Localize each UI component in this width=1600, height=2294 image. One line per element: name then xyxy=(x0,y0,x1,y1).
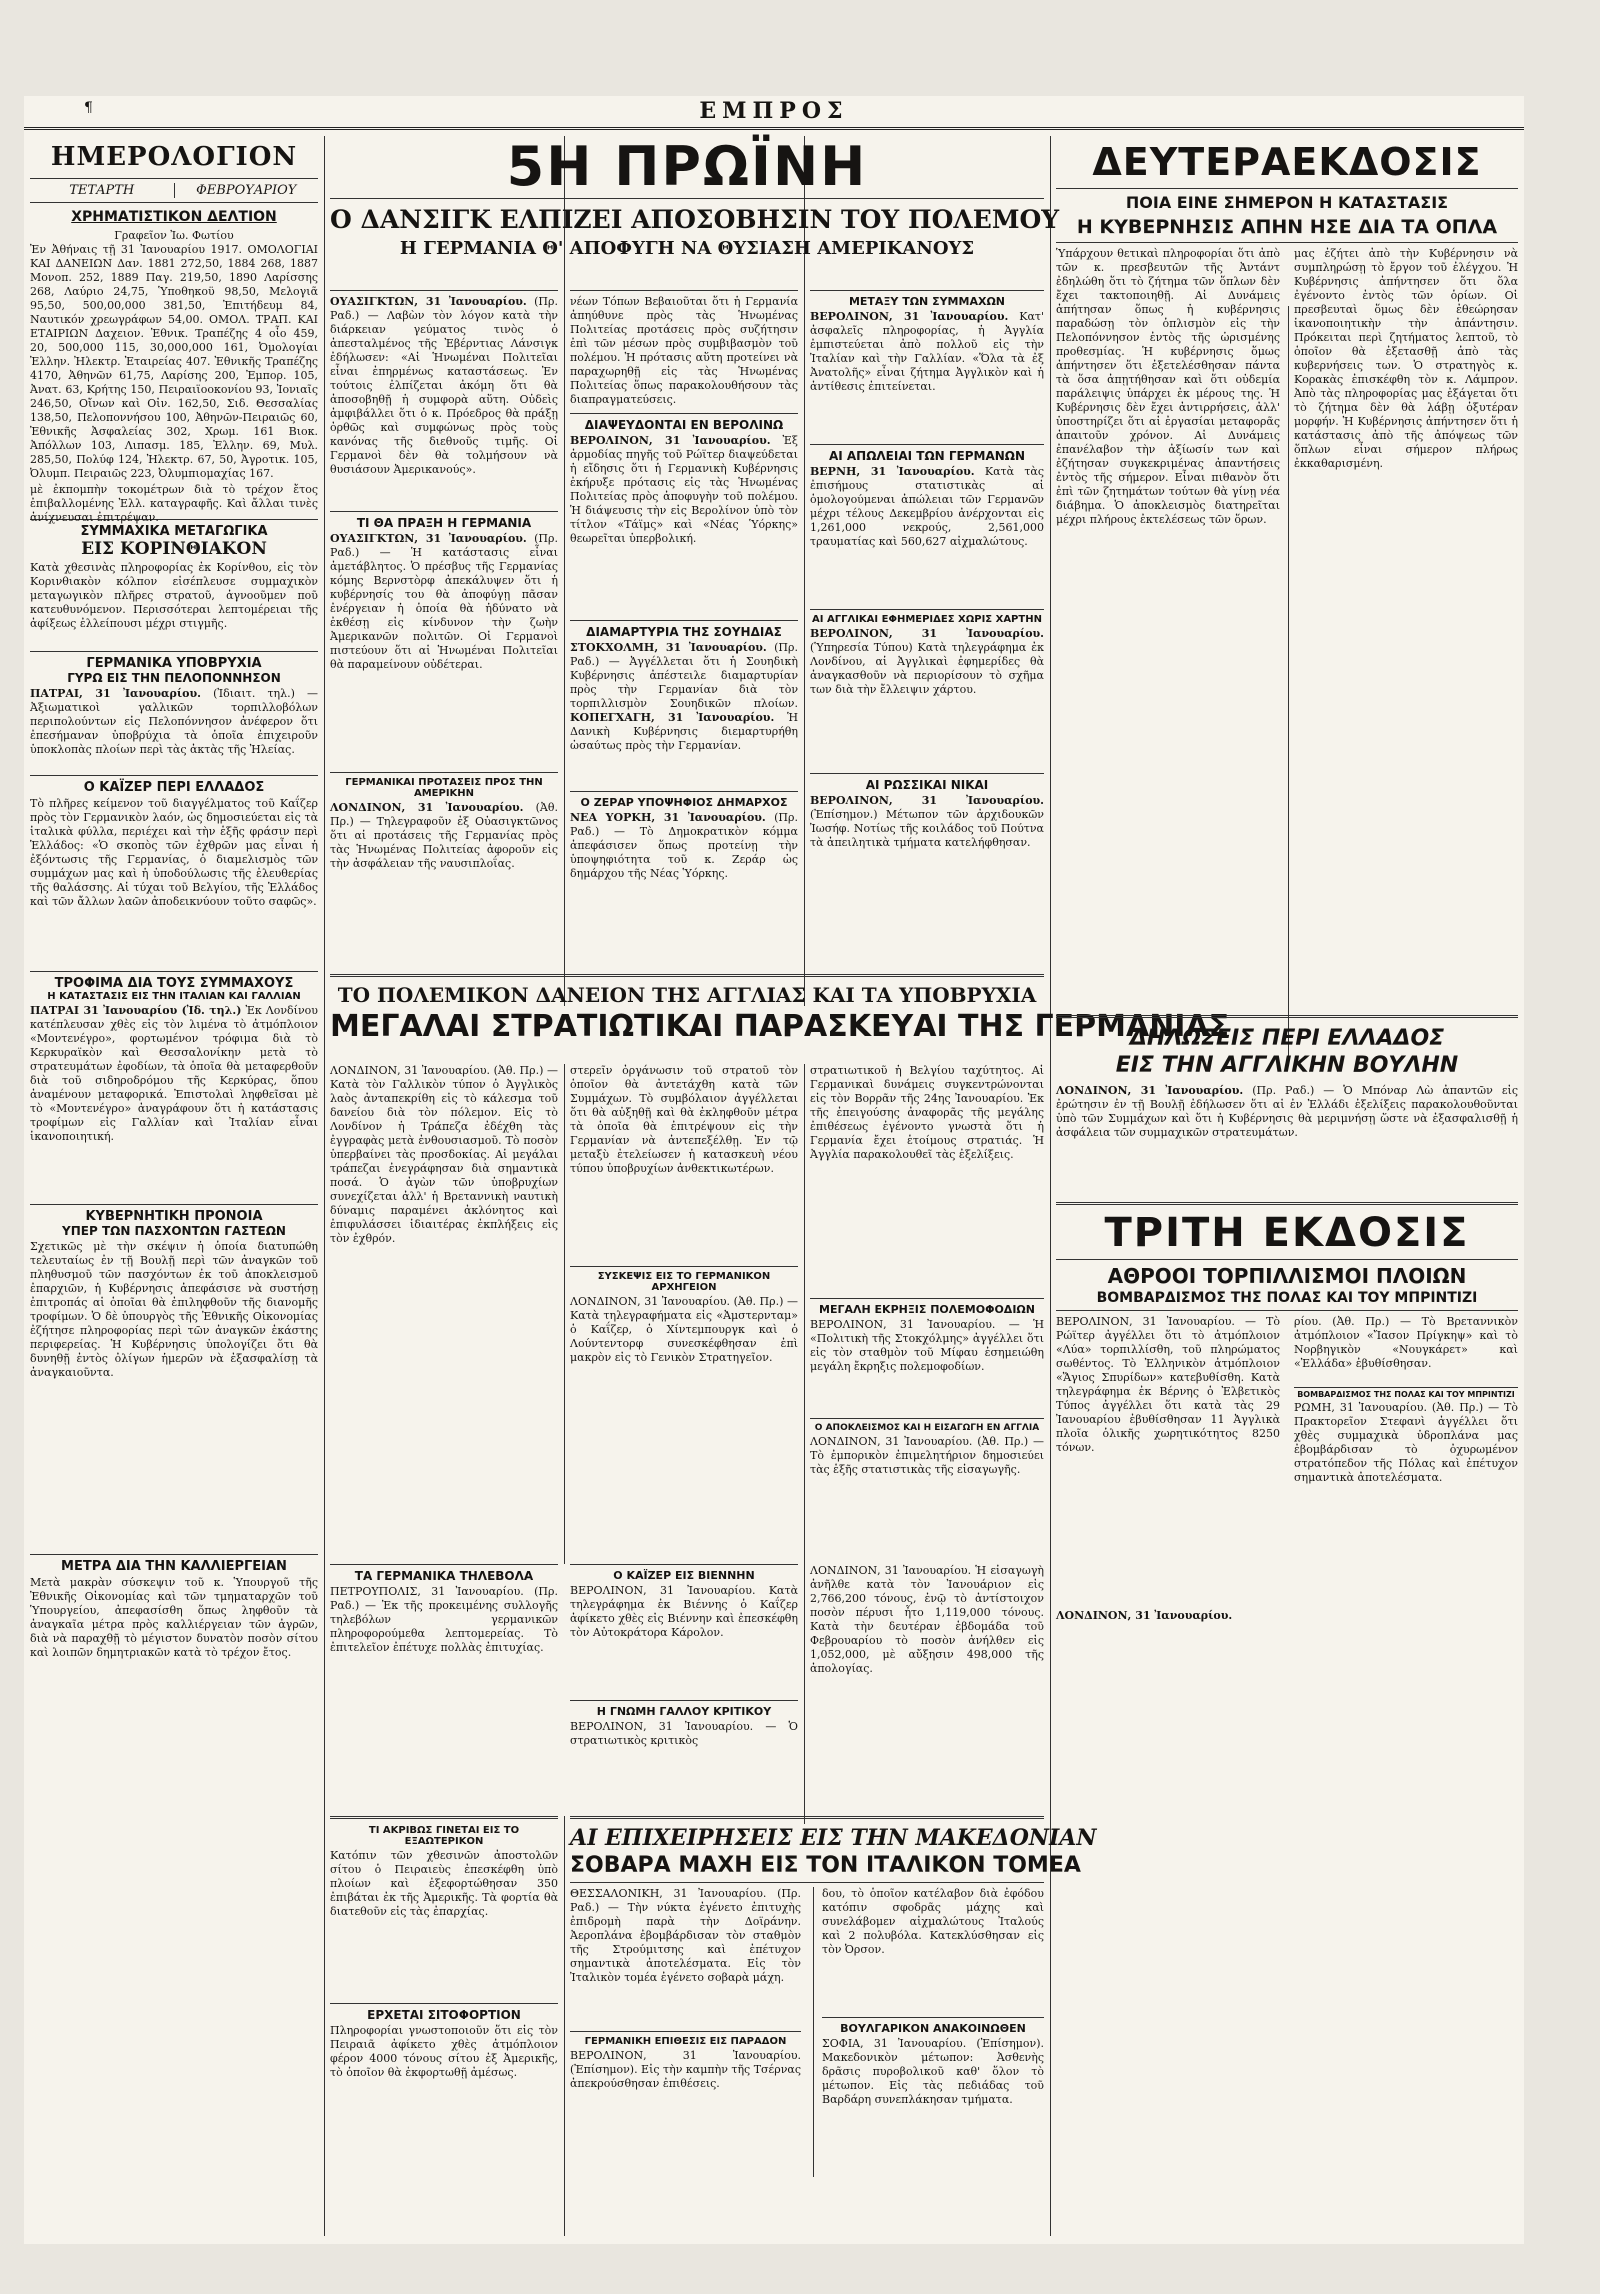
gov-care-title: ΚΥΒΕΡΝΗΤΙΚΗ ΠΡΟΝΟΙΑ xyxy=(85,1209,263,1224)
german-proposals-body: ΛΟΝΔΙΝΟΝ, 31 Ἰανουαρίου. (Ἀθ. Πρ.) — Τηλεγραφοῦν ἐξ Οὐασιγκτῶνος ὅτι αἱ προτάσεις τῆς Γερμανίας πρὸς τὰς Ἡνωμένας Πολιτείας ἀφοροῦν εἰς τὴν ἀσφάλειαν τῆς ναυσιπλοΐας. xyxy=(330,801,558,870)
russian-victories-title: ΑΙ ΡΩΣΣΙΚΑΙ ΝΙΚΑΙ xyxy=(865,778,989,792)
declarations-body: ΛΟΝΔΙΝΟΝ, 31 Ἰανουαρίου. (Πρ. Ραδ.) — Ὁ Μπόναρ Λὼ ἀπαντῶν εἰς ἐρώτησιν ἐν τῇ Βουλῇ ἐδήλωσεν ὅτι αἱ ἐν Ἑλλάδι ἐξελίξεις παρακολουθοῦνται ὑπὸ τῶν Συμμάχων καὶ ὅτι ἡ Κυβέρνησις θὰ μεριμνήσῃ ὥστε νὰ ἐξασφαλισθῇ ἡ ἀσφάλεια τῶν συμμαχικῶν στρατευμάτων. xyxy=(1056,1084,1518,1139)
masthead-mark: ¶ xyxy=(84,100,93,116)
russian-victories-body: ΒΕΡΟΛΙΝΟΝ, 31 Ἰανουαρίου. (Ἐπίσημον.) Μέτωπον τῶν ἀρχιδουκῶν Ἰωσήφ. Νοτίως τῆς κοιλάδος τοῦ Πούτνα τὰ ἀπειλητικὰ τμήματα κατελήφθησαν. xyxy=(810,794,1044,849)
war-loan-headline: ΤΟ ΠΟΛΕΜΙΚΟΝ ΔΑΝΕΙΟΝ ΤΗΣ ΑΓΓΛΙΑΣ ΚΑΙ ΤΑ ΥΠΟΒΡΥΧΙΑ xyxy=(337,983,1037,1007)
bottom-left-block xyxy=(330,1816,558,2236)
paradon-body: ΒΕΡΟΛΙΝΟΝ, 31 Ἰανουαρίου. (Ἐπίσημον). Εἰς τὴν καμπὴν τῆς Τσέρνας ἀπεκρούσθησαν ἐπιθέσεις. xyxy=(570,2049,801,2090)
war-loan-col3 xyxy=(810,1064,1044,1564)
situation-body-right: μας ἐζήτει ἀπὸ τὴν Κυβέρνησιν νὰ συμπληρώσῃ τὸ ἔργον τοῦ ἐλέγχου. Ἡ Κυβέρνησις ἀπήντησεν ὅτι ὅλα ἐγένοντο ἐντὸς τῶν ὁρίων. Οἱ πρεσβευταὶ ὅμως δὲν ἐθεώρησαν ἱκανοποιητικὴν τὴν ἀπάντησιν. Πρόκειται περὶ ζητήματος λεπτοῦ, τὸ ὁποῖον θὰ ἐξετασθῇ ἀπὸ τὰς κυβερνήσεις των. Ὁ στρατηγὸς κ. Κορακὰς ἐπισκέφθη τὸν κ. Λάμπρον. Ἀπὸ τὰς πληροφορίας μας ἐξάγεται ὅτι τὸ ζήτημα δὲν θὰ λάβῃ ὀξυτέραν μορφήν. Ἡ Κυβέρνησις ἀπήντησεν ὅτι ἠ κατάστασις ἀπὸ τῆς ἀπόψεως τῶν ὅπλων εἶναι σήμερον πλήρως ἐκκαθαρισμένη. xyxy=(1294,247,1518,470)
column-second-edition xyxy=(1056,136,1518,2236)
germany-action-title: ΤΙ ΘΑ ΠΡΑΞΗ Η ΓΕΡΜΑΝΙΑ xyxy=(356,516,532,530)
allied-transports-body: Κατὰ χθεσινὰς πληροφορίας ἐκ Κορίνθου, εἰς τὸν Κορινθιακὸν κόλπον εἰσέπλευσε συμμαχικὸν μεταγωγικὸν πλῆρες στρατοῦ, ἀγνοοῦμεν ποῦ κατευθυνόμενον. Περισσότεραι λεπτομέρειαι τῆς ἀφίξεως ἐλλείπουσι μέχρι στιγμῆς. xyxy=(30,561,318,630)
macedonia-body-2: δου, τὸ ὁποῖον κατέλαβον διὰ ἐφόδου κατόπιν σφοδρᾶς μάχης καὶ συνελάβομεν αἰχμαλώτους Ἰταλούς καὶ 2 πολυβόλα. Κατεκλύσθησαν εἰς τὸν Ὀρσον. xyxy=(822,1887,1044,1956)
column-berlin xyxy=(570,290,798,980)
food-allies-subtitle: Η ΚΑΤΑΣΤΑΣΙΣ ΕΙΣ ΤΗΝ ΙΤΑΛΙΑΝ ΚΑΙ ΓΑΛΛΙΑΝ xyxy=(47,991,301,1002)
market-bulletin-title: ΧΡΗΜΑΤΙΣΤΙΚΟΝ ΔΕΛΤΙΟΝ xyxy=(71,209,277,225)
masthead-title: ΕΜΠΡΟΣ xyxy=(699,98,849,124)
washington-body: ΟΥΑΣΙΓΚΤΩΝ, 31 Ἰανουαρίου. (Πρ. Ραδ.) — Λαβὼν τὸν λόγον κατὰ τὴν διάρκειαν γεύματος τινὸς ὁ ἀπεσταλμένος τῆς Ἐβέρντιας Λάνσιγκ ἐδήλωσεν: «Αἱ Ἡνωμέναι Πολιτεῖαι εἶναι ἐπηρμένως καταστάσεως. Ἐν τούτοις ἐλπίζεται ἀκόμη ὅτι θὰ ἀποσοβηθῇ ἡ συμφορὰ αὕτη. Οὐδεὶς ἀμφιβάλλει ὅτι ὁ κ. Πρόεδρος θὰ πράξῃ ὀρθῶς καὶ συμφώνως πρὸς τοὺς κανόνας τῆς διεθνοῦς τιμῆς. Οἱ Γερμανοὶ δὲν θὰ τολμήσουν νὰ θυσιάσουν Ἀμερικανούς». xyxy=(330,295,558,476)
situation-headline: ΠΟΙΑ ΕΙΝΕ ΣΗΜΕΡΟΝ Η ΚΑΤΑΣΤΑΣΙΣ xyxy=(1125,193,1449,212)
food-allies-body: ΠΑΤΡΑΙ 31 Ἰανουαρίου (Ἰδ. τηλ.) Ἐκ Λονδίνου κατέπλευσαν χθὲς εἰς τὸν λιμένα τὸ ἀτμόπλοιον «Μοντενέγρο», φορτωμένον τρόφιμα διὰ τὸ Κερκυραϊκὸν καὶ Θεσσαλονίκην μετὰ τὸ στρατευμάτων ἐφοδίων, τὰ ὁποῖα θὰ μεταφερθοῦν διὰ τοῦ σιδηροδρόμου τῆς Κερκύρας, ὅπου ἀναμένουν μεταφορικά. Ἐπιστολαὶ ληφθεῖσαι μὲ τὸ «Μοντενέγρο» ἀναγράφουν ὅτι ἡ κατάστασις τροφίμων εἰς Γαλλίαν καὶ Ἰταλίαν εἶναι ἱκανοποιητική. xyxy=(30,1004,318,1143)
macedonia-block xyxy=(570,1816,1097,2236)
kaiser-greece-body: Τὸ πλῆρες κείμενον τοῦ διαγγέλματος τοῦ Καΐζερ πρὸς τὸν Γερμανικὸν λαόν, ὡς δημοσιεύεται εἰς τὰ ἰταλικὰ φύλλα, περιέχει καὶ τὴν ἑξῆς φράσιν περὶ Ἑλλάδος: «Ὁ σκοπὸς τῶν ἐχθρῶν μας εἶναι ἡ ἐξόντωσις τῆς Γερμανίας, ὁ διαμελισμὸς τῶν συμμάχων μας καὶ ἡ ὑποδούλωσις τῆς ἐλευθερίας τῆς θαλάσσης. Αἱ τύχαι τοῦ Βελγίου, τῆς Ἑλλάδος καὶ τῶν ἄλλων λαῶν ἀποδεικνύουν τοῦτο σαφῶς». xyxy=(30,797,318,908)
french-critic-title: Η ΓΝΩΜΗ ΓΑΛΛΟΥ ΚΡΙΤΙΚΟΥ xyxy=(596,1705,772,1718)
allied-transports-title: ΣΥΜΜΑΧΙΚΑ ΜΕΤΑΓΩΓΙΚΑ xyxy=(80,524,268,539)
war-loan-body-2: στερεῖν ὀργάνωσιν τοῦ στρατοῦ τὸν ὁποῖον θὰ ἀντετάχθη κατὰ τῶν Συμμάχων. Τὸ συμβόλαιον ἀγγέλλεται ὅτι θὰ αὐξηθῇ καὶ θὰ ἐκληφθοῦν μέτρα τὰ ὁποῖα θὰ ἐπιτρέψουν εἰς τὴν Γερμανίαν νὰ ἀντεπεξέλθῃ. Ἐν τῷ μεταξὺ ἐτελείωσεν ἡ κατασκευὴ νέου τύπου ὑποβρυχίων ἀνθεκτικωτέρων. xyxy=(570,1064,798,1175)
market-bulletin-lead: Γραφεῖον Ἰω. Φωτίου xyxy=(114,229,234,242)
edition-banner: 5Η ΠΡΩΪΝΗ xyxy=(506,135,868,198)
paper-shortage-title: ΑΙ ΑΓΓΛΙΚΑΙ ΕΦΗΜΕΡΙΔΕΣ ΧΩΡΙΣ ΧΑΡΤΗΝ xyxy=(812,614,1042,625)
declarations-headline: ΔΗΛΩΣΕΙΣ ΠΕΡΙ ΕΛΛΑΔΟΣ xyxy=(1129,1026,1445,1051)
kaiser-vienna-block xyxy=(570,1564,798,1804)
almanac-date xyxy=(30,183,318,198)
market-bulletin-body: Ἐν Ἀθήναις τῇ 31 Ἰανουαρίου 1917. ΟΜΟΛΟΓΙΑΙ ΚΑΙ ΔΑΝΕΙΩΝ Δαν. 1881 272,50, 1884 268, 1887 Μονοπ. 252, 1889 Παγ. 219,50, 1890 Λαρίσσης 268, Λαύριο 24,75, Ὑποθηκοϋ 98,50, Μελογιᾶ 95,50, 500,00,000 381,50, Ἐπιτήδευμ 84, Ναυτικόν χρεωγράφων 54,00. ΟΜΟΛ. ΤΡΑΠ. ΚΑΙ ΕΤΑΙΡΙΩΝ Δαχειον. Ἐθνικ. Τραπέζης 4 οἶο 459, 20, 500,000 115, 30,000,000 161, Ὀμολογίαι Ἐλλην. Ἠλεκτρ. Ἐταιρείας 407. Ἐθνικῆς Τραπέζης 4170, Ἀθηνῶν 61,75, Λαρίσης 200, Ἐμπορ. 105, Ἀνατ. 63, Κρήτης 150, Πειραιϊοοκονίου 93, Ἰονιαῖς 246,50, Οἴνων καὶ Οἰν. 162,50, Σιδ. Θεσσαλίας 138,50, Πελοποννήσου 100, Ἀθηνῶν-Πειραιῶς 60, Ἐθνικῆς Ἀσφαλείας 302, Χρωμ. 161 Βιοκ. Ἀπόλλων 103, Λιπασμ. 185, Ἐλλην. 69, Μυλ. 285,50, Πολύφ 124, Ἠλεκτρ. 67, 50, Ἀγροτικ. 105, Ὀλυμπ. Πειραιῶς 223, Ὀλυμπιομαχίας 167. xyxy=(30,243,318,480)
market-bulletin-foot: μὲ ἐκπομπὴν τοκομέτρων διὰ τὸ τρέχον ἔτος ἐπιβαλλομένης Ἐλλ. καταγραφῆς. Καὶ ἄλλαι τινὲς ἀνίχνευσαι ἐπιτρέψαν. xyxy=(30,483,318,524)
torpedo-body-right: ρίου. (Ἀθ. Πρ.) — Τὸ Βρεταννικὸν ἀτμόπλοιον «Ἴασον Πρίγκηψ» καὶ τὸ Νορβηγικὸν «Νουγκάρετ» καὶ «Ἐλλάδα» ἐβυθίσθησαν. xyxy=(1294,1315,1518,1370)
bombing-body: ΡΩΜΗ, 31 Ἰανουαρίου. (Ἀθ. Πρ.) — Τὸ Πρακτορεῖον Στεφανὶ ἀγγέλλει ὅτι χθὲς συμμαχικὰ ὑδροπλάνα μας ἐβομβάρδισαν τὸ ὀχυρωμένον στρατόπεδον τῆς Πόλας καὶ ἐπέτυχον σημαντικὰ ἀποτελέσματα. xyxy=(1294,1401,1518,1484)
newspaper-page xyxy=(24,96,1524,2244)
kaiser-greece-title: Ο ΚΑΪΖΕΡ ΠΕΡΙ ΕΛΛΑΔΟΣ xyxy=(83,780,265,795)
gov-care-subtitle: ΥΠΕΡ ΤΩΝ ΠΑΣΧΟΝΤΩΝ ΓΑΣΤΕΩΝ xyxy=(62,1224,286,1238)
bulgarian-report-body: ΣΟΦΙΑ, 31 Ἰανουαρίου. (Ἐπίσημον). Μακεδονικὸν μέτωπον: Ἀσθενὴς δρᾶσις πυροβολικοῦ καθ' ὅλον τὸ μέτωπον. Εἰς τὰς πεδιάδας τοῦ Βαρδάρη συνεπλάκησαν τμήματα. xyxy=(822,2037,1044,2106)
top-headline: Ο ΔΑΝΣΙΓΚ ΕΛΠΙΖΕΙ ΑΠΟΣΟΒΗΣΙΝ ΤΟΥ ΠΟΛΕΜΟΥ xyxy=(330,205,1060,234)
kaiser-vienna-body: ΒΕΡΟΛΙΝΟΝ, 31 Ἰανουαρίου. Κατὰ τηλεγράφημα ἐκ Βιέννης ὁ Καΐζερ ἀφίκετο χθὲς εἰς Βιέννην καὶ ἐπεσκέφθη τὸν Αὐτοκράτορα Κάρολον. xyxy=(570,1584,798,1639)
wheat-cargo-body: Πληροφορίαι γνωστοποιοῦν ὅτι εἰς τὸν Πειραιᾶ ἀφίκετο χθὲς ἀτμόπλοιον φέρον 4000 τόνους σίτου ἐξ Ἀμερικῆς, τὸ ὁποῖον θὰ ἐκφορτωθῇ ἀμέσως. xyxy=(330,2024,558,2079)
gerard-body: ΝΕΑ ΥΟΡΚΗ, 31 Ἰανουαρίου. (Πρ. Ραδ.) — Τὸ Δημοκρατικὸν κόμμα ἀπεφάσισεν ὅπως προτείνῃ τὴν ὑποψηφιότητα τοῦ κ. Ζεράρ ὡς δημάρχου τῆς Νέας Ὑόρκης. xyxy=(570,811,798,880)
allies-title: ΜΕΤΑΞΥ ΤΩΝ ΣΥΜΜΑΧΩΝ xyxy=(848,295,1006,308)
imports-block xyxy=(810,1564,1044,1804)
blockade-title: Ο ΑΠΟΚΛΕΙΣΜΟΣ ΚΑΙ Η ΕΙΣΑΓΩΓΗ ΕΝ ΑΓΓΛΙΑ xyxy=(814,1423,1040,1433)
bombing-headline: ΒΟΜΒΑΡΔΙΣΜΟΣ ΤΗΣ ΠΟΛΑΣ ΚΑΙ ΤΟΥ ΜΠΡΙΝΤΙΖΙ xyxy=(1096,1290,1478,1306)
gerard-title: Ο ΖΕΡΑΡ ΥΠΟΨΗΦΙΟΣ ΔΗΜΑΡΧΟΣ xyxy=(580,796,788,809)
italian-front-headline: ΣΟΒΑΡΑ ΜΑΧΗ ΕΙΣ ΤΟΝ ΙΤΑΛΙΚΟΝ ΤΟΜΕΑ xyxy=(570,1853,1081,1878)
masthead xyxy=(24,96,1524,130)
war-loan-subheadline: ΜΕΓΑΛΑΙ ΣΤΡΑΤΙΩΤΙΚΑΙ ΠΑΡΑΣΚΕΥΑΙ ΤΗΣ ΓΕΡΜΑΝΙΑΣ xyxy=(330,1009,1230,1044)
war-loan-col1 xyxy=(330,1064,558,1564)
torpedo-headline: ΑΘΡΟΟΙ ΤΟΡΠΙΛΛΙΣΜΟΙ ΠΛΟΙΩΝ xyxy=(1107,1264,1467,1288)
column-almanac xyxy=(30,136,318,2236)
allied-transports-subtitle: ΕΙΣ ΚΟΡΙΝΘΙΑΚΟΝ xyxy=(81,539,267,559)
german-losses-body: ΒΕΡΝΗ, 31 Ἰανουαρίου. Κατὰ τὰς ἐπισήμους στατιστικὰς αἱ ὁμολογούμεναι ἀπώλειαι τῶν Γερμανῶν μέχρι τέλους Δεκεμβρίου ἀνέρχονται εἰς 1,261,000 νεκρούς, 2,561,000 τραυματίας καὶ 560,627 αἰχμαλώτους. xyxy=(810,465,1044,548)
french-critic-body: ΒΕΡΟΛΙΝΟΝ, 31 Ἰανουαρίου. — Ὁ στρατιωτικὸς κριτικὸς xyxy=(570,1720,798,1747)
paradon-title: ΓΕΡΜΑΝΙΚΗ ΕΠΙΘΕΣΙΣ ΕΙΣ ΠΑΡΑΔΟΝ xyxy=(584,2036,787,2047)
column-allies xyxy=(810,290,1044,980)
almanac-title: ΗΜΕΡΟΛΟΓΙΟΝ xyxy=(50,142,298,172)
sweden-protest-title: ΔΙΑΜΑΡΤΥΡΙΑ ΤΗΣ ΣΟΥΗΔΙΑΣ xyxy=(586,625,782,639)
macedonia-headline: ΑΙ ΕΠΙΧΕΙΡΗΣΕΙΣ ΕΙΣ ΤΗΝ ΜΑΚΕΔΟΝΙΑΝ xyxy=(570,1825,1097,1851)
war-loan-body-1: ΛΟΝΔΙΝΟΝ, 31 Ἰανουαρίου. (Ἀθ. Πρ.) — Κατὰ τὸν Γαλλικὸν τύπον ὁ Ἀγγλικὸς λαὸς ἀνταπεκρίθη εἰς τὸ κάλεσμα τοῦ δανείου διὰ τὸν πόλεμον. Εἰς τὸ Λονδίνον ἡ Τράπεζα ἐδέχθη τὰς ἐγγραφὰς μετὰ ἐνθουσιασμοῦ. Τὸ ποσὸν ὑπερβαίνει τὰς προσδοκίας. Αἱ μεγάλαι τράπεζαι ἐνεγράφησαν διὰ σημαντικὰ ποσά. Ὁ ἀγὼν τῶν ὑποβρυχίων συνεχίζεται ἀλλ' ἡ Βρεταννικὴ ναυτικὴ δύναμις παραμένει ἀκλόνητος καὶ ἐπιφυλάσσει ἰδιαιτέρας ἐκπλήξεις εἰς τὸν ἐχθρόν. xyxy=(330,1064,558,1245)
allies-body: ΒΕΡΟΛΙΝΟΝ, 31 Ἰανουαρίου. Κατ' ἀσφαλεῖς πληροφορίας, ἡ Ἀγγλία ἐμπιστεύεται ἀπὸ πολλοῦ εἰς τὴν Ἰταλίαν καὶ τὴν Γαλλίαν. «Ὅλα τὰ ἐξ Ἀνατολῆς» εἶναι ζήτημα Ἀγγλικὸν καὶ ἡ ἀντίθεσις ἐπιτείνεται. xyxy=(810,310,1045,393)
germany-action-body: ΟΥΑΣΙΓΚΤΩΝ, 31 Ἰανουαρίου. (Πρ. Ραδ.) — Ἡ κατάστασις εἶναι ἀμετάβλητος. Ὁ πρέσβυς τῆς Γερμανίας κόμης Βερνστὸρφ ἀπεκάλυψεν ὅτι ἡ κυβέρνησίς του θὰ ἀποφύγῃ πᾶσαν ἐνέργειαν ἡ ὁποία θὰ ἠδύνατο νὰ ἐκθέσῃ εἰς κίνδυνον τὴν ζωὴν Ἀμερικανῶν πολιτῶν. Οἱ Γερμανοὶ πιστεύουν ὅτι αἱ Ἡνωμέναι Πολιτεῖαι θὰ παραμείνουν οὐδέτεραι. xyxy=(330,532,558,671)
submarines-body: ΠΑΤΡΑΙ, 31 Ἰανουαρίου. (Ἰδιαιτ. τηλ.) — Ἀξιωματικοὶ γαλλικῶν τορπιλλοβόλων περιπολούντων εἰς Πελοπόννησον ἀνέφερον ὅτι ἐπεσήμαναν ὑποβρύχια τὰ ὁποῖα ἐπιχειροῦν ὑποκλοπὰς πλοίων περὶ τὰς ἀκτὰς τῆς Ἠλείας. xyxy=(30,687,319,756)
cannons-title: ΤΑ ΓΕΡΜΑΝΙΚΑ ΤΗΛΕΒΟΛΑ xyxy=(354,1569,534,1583)
macedonia-body-1: ΘΕΣΣΑΛΟΝΙΚΗ, 31 Ἰανουαρίου. (Πρ. Ραδ.) — Τὴν νύκτα ἐγένετο ἐπιτυχὴς ἐπιδρομὴ παρὰ τὴν Δοϊράνην. Ἀεροπλάνα ἐβομβάρδισαν τὸν σταθμὸν τῆς Στρούμιτσης καὶ ἐπέτυχον σημαντικὰ ἀποτελέσματα. Εἰς τὸν Ἰταλικὸν τομέα ἐγένετο σοβαρὰ μάχη. xyxy=(570,1887,801,1984)
explosion-body: ΒΕΡΟΛΙΝΟΝ, 31 Ἰανουαρίου. — Ἡ «Πολιτικὴ τῆς Στοκχόλμης» ἀγγέλλει ὅτι εἰς τὸν σταθμὸν τοῦ Μίφαυ ἐσημειώθη μεγάλη ἔκρηξις πολεμοφοδίων. xyxy=(810,1318,1044,1373)
cannons-body: ΠΕΤΡΟΥΠΟΛΙΣ, 31 Ἰανουαρίου. (Πρ. Ραδ.) — Ἐκ τῆς προκειμένης συλλογῆς τηλεβόλων γερμανικῶν πληροφορούμεθα λεπτομερείας. Τὸ ἐπιτελεῖον ἐπέτυχε πολλὰς ἐπιτυχίας. xyxy=(330,1585,558,1654)
almanac-month: ΦΕΒΡΟΥΑΡΙΟΥ xyxy=(196,183,297,198)
blockade-body: ΛΟΝΔΙΝΟΝ, 31 Ἰανουαρίου. (Ἀθ. Πρ.) — Τὸ ἐμπορικὸν ἐπιμελητήριον δημοσιεύει τὰς ἑξῆς στατιστικὰς τῆς εἰσαγωγῆς. xyxy=(810,1435,1044,1476)
proposals-body: νέων Τόπων Βεβαιοῦται ὅτι ἡ Γερμανία ἀπηύθυνε πρὸς τὰς Ἡνωμένας Πολιτείας προτάσεις πρὸς συζήτησιν ἐπὶ τῶν μέσων πρὸς συμβιβασμὸν τοῦ πολέμου. Ἡ πρότασις αὕτη προτείνει νὰ παραχωρηθῇ εἰς τὰς Ἡνωμένας Πολιτείας ὅπως παρακολουθήσουν τὰς διαπραγματεύσεις. xyxy=(570,295,798,406)
paper-shortage-body: ΒΕΡΟΛΙΝΟΝ, 31 Ἰανουαρίου. (Ὑπηρεσία Τύπου) Κατὰ τηλεγράφημα ἐκ Λονδίνου, αἱ Ἀγγλικαὶ ἐφημερίδες θὰ ἀναγκασθοῦν νὰ περιορίσουν τὸ σχῆμα των διὰ τὴν ἔλλειψιν χάρτου. xyxy=(810,627,1044,696)
situation-body-left: Ὑπάρχουν θετικαὶ πληροφορίαι ὅτι ἀπὸ τῶν κ. πρεσβευτῶν τῆς Ἀντάντ ἐδηλώθη ὅτι τὸ ζήτημα τῶν ὅπλων δὲν ἔχει τακτοποιηθῇ. Αἱ Δυνάμεις ἀπήτησαν ὅπως ἡ κυβέρνησις παραδώσῃ τὸν ὁπλισμὸν εἰς τὴν Πελοπόννησον ἐντὸς τῆς ὡρισμένης προθεσμίας. Ἡ κυβέρνησις ὅμως ἀπήντησεν ὅτι ἐξετελέσθησαν πάντα τὰ ὅσα ἀπῃτήθησαν καὶ ὅτι οὐδεμία παράλειψις ὑπάρχει ἐκ μέρους της. Ἡ Κυβέρνησις δὲν ἔχει ἀντιρρήσεις, ἀλλ' ὑποστηρίζει ὅτι αἱ ἐργασίαι μεταφορᾶς ἀπαιτοῦν χρόνον. Αἱ Δυνάμεις ἐπανέλαβον τὴν ἀξίωσίν των καὶ ἐζήτησαν συγκεκριμένας ἀπαντήσεις ἐντὸς τῆς σήμερον. Εἶναι πιθανὸν ὅτι ἐπὶ τῶν ζητημάτων τούτων θὰ γίνῃ νέα διάβημα. Ὁ ἀποκλεισμὸς διατηρεῖται μέχρι πλήρους ἐκτελέσεως τῶν ὅρων. xyxy=(1056,247,1280,526)
top-subheadline: Η ΓΕΡΜΑΝΙΑ Θ' ΑΠΟΦΥΓΗ ΝΑ ΘΥΣΙΑΣΗ ΑΜΕΡΙΚΑΝΟΥΣ xyxy=(399,238,975,259)
hq-conference-body: ΛΟΝΔΙΝΟΝ, 31 Ἰανουαρίου. (Ἀθ. Πρ.) — Κατὰ τηλεγραφήματα εἰς «Ἀμστερνταμ» ὁ Καΐζερ, ὁ Χίντεμπουργκ καὶ ὁ Λούντεντορφ συνεσκέφθησαν ἐπὶ μακρὸν εἰς τὸ Γενικὸν Στρατηγεῖον. xyxy=(570,1295,798,1364)
torpedo-body-left: ΒΕΡΟΛΙΝΟΝ, 31 Ἰανουαρίου. — Τὸ Ρώϊτερ ἀγγέλλει ὅτι τὸ ἀτμόπλοιον «Λύα» τορπιλλίσθη, τοῦ πληρώματος σωθέντος. Τὸ Ἑλληνικὸν ἀτμόπλοιον «Ἅγιος Σπυρίδων» κατεβυθίσθη. Κατὰ τηλεγράφημα ἐκ Βέρνης ὁ Ἐλβετικὸς Τύπος ἀγγέλλει ὅτι κατὰ τὰς 29 Ἰανουαρίου ἐβυθίσθησαν 11 Ἀγγλικὰ πλοῖα ὁλικῆς χωρητικότητος 8250 τόνων. xyxy=(1056,1315,1280,1454)
imports-body: ΛΟΝΔΙΝΟΝ, 31 Ἰανουαρίου. Ἡ εἰσαγωγὴ ἀνῆλθε κατὰ τὸν Ἰανουάριον εἰς 2,766,200 τόνους, ἐνῷ τὸ ἀντίστοιχον ποσὸν πέρυσι ἦτο 1,119,000 τόνους. Κατὰ τὴν δευτέραν ἑβδομάδα τοῦ Φεβρουαρίου τὸ ποσὸν ἀνήλθεν εἰς 1,052,000, μὲ αὔξησιν 498,000 τῆς ἀπολογίας. xyxy=(810,1564,1044,1675)
submarines-subtitle: ΓΥΡΩ ΕΙΣ ΤΗΝ ΠΕΛΟΠΟΝΝΗΣΟΝ xyxy=(67,671,281,685)
last-dateline: ΛΟΝΔΙΝΟΝ, 31 Ἰανουαρίου. xyxy=(1056,1609,1233,1622)
abroad-title: ΤΙ ΑΚΡΙΒΩΣ ΓΙΝΕΤΑΙ ΕΙΣ ΤΟ ΕΞΑΩΤΕΡΙΚΟΝ xyxy=(368,1825,520,1847)
submarines-title: ΓΕΡΜΑΝΙΚΑ ΥΠΟΒΡΥΧΙΑ xyxy=(86,656,262,671)
kaiser-vienna-title: Ο ΚΑΪΖΕΡ ΕΙΣ ΒΙΕΝΝΗΝ xyxy=(613,1569,755,1582)
bombing-subtitle: ΒΟΜΒΑΡΔΙΣΜΟΣ ΤΗΣ ΠΟΛΑΣ ΚΑΙ ΤΟΥ ΜΠΡΙΝΤΙΖΙ xyxy=(1297,1390,1515,1399)
arms-headline: Η ΚΥΒΕΡΝΗΣΙΣ ΑΠΗΝ ΗΣΕ ΔΙΑ ΤΑ ΟΠΛΑ xyxy=(1076,216,1498,238)
war-loan-col2 xyxy=(570,1064,798,1564)
berlin-denials-body: ΒΕΡΟΛΙΝΟΝ, 31 Ἰανουαρίου. Ἐξ ἀρμοδίας πηγῆς τοῦ Ρώϊτερ διαψεύδεται ἡ εἴδησις ὅτι ἡ Γερμανικὴ Κυβέρνησις ἐκήρυξε πρότασις εἰς τὰς Ἡνωμένας Πολιτείας πρὸς ἀποφυγὴν τοῦ πολέμου. Ἡ διάψευσις τὴν εἰς Βερολίνον ὑπὸ τὸν τίτλον «Τάϊμς» καὶ «Νέας Ὑόρκης» θεωρεῖται ὑπερβολική. xyxy=(570,434,798,545)
commons-headline: ΕΙΣ ΤΗΝ ΑΓΓΛΙΚΗΝ ΒΟΥΛΗΝ xyxy=(1115,1053,1459,1078)
almanac-day: ΤΕΤΑΡΤΗ xyxy=(30,183,175,198)
berlin-denials-title: ΔΙΑΨΕΥΔΟΝΤΑΙ ΕΝ ΒΕΡΟΛΙΝΩ xyxy=(584,418,784,432)
explosion-title: ΜΕΓΑΛΗ ΕΚΡΗΞΙΣ ΠΟΛΕΜΟΦΟΔΙΩΝ xyxy=(819,1303,1035,1316)
food-allies-title: ΤΡΟΦΙΜΑ ΔΙΑ ΤΟΥΣ ΣΥΜΜΑΧΟΥΣ xyxy=(54,976,294,991)
german-losses-title: ΑΙ ΑΠΩΛΕΙΑΙ ΤΩΝ ΓΕΡΜΑΝΩΝ xyxy=(828,449,1026,463)
second-edition-banner: ΔΕΥΤΕΡΑΕΚΔΟΣΙΣ xyxy=(1092,140,1482,184)
war-loan-body-3: στρατιωτικοῦ ἡ Βελγίου ταχύτητος. Αἱ Γερμανικαὶ δυνάμεις συγκεντρώνονται εἰς τὸν Βορρᾶν τῆς 24ης Ἰανουαρίου. Ἐκ τῆς ἐπειγούσης ἀναφορᾶς τῆς μεγάλης ἐπιθέσεως ἐγένοντο γνωστὰ ὅτι ἡ Γερμανία ἔχει ἑτοίμους στρατιάς. Ἡ Ἀγγλία παρακολουθεῖ τὰς ἐξελίξεις. xyxy=(810,1064,1044,1161)
sweden-protest-body: ΣΤΟΚΧΟΛΜΗ, 31 Ἰανουαρίου. (Πρ. Ραδ.) — Ἀγγέλλεται ὅτι ἡ Σουηδικὴ Κυβέρνησις ἀπέστειλε διαμαρτυρίαν πρὸς τὴν Γερμανίαν διὰ τὸν τορπιλλισμὸν Σουηδικῶν πλοίων. ΚΟΠΕΓΧΑΓΗ, 31 Ἰανουαρίου. Ἡ Δανικὴ Κυβέρνησις διεμαρτυρήθη ὡσαύτως πρὸς τὴν Γερμανίαν. xyxy=(570,641,798,752)
third-edition-banner: ΤΡΙΤΗ ΕΚΔΟΣΙΣ xyxy=(1104,1210,1470,1256)
cannons-block xyxy=(330,1564,558,1804)
war-loan-header xyxy=(330,974,1230,1060)
cultivation-title: ΜΕΤΡΑ ΔΙΑ ΤΗΝ ΚΑΛΛΙΕΡΓΕΙΑΝ xyxy=(61,1559,287,1574)
abroad-body: Κατόπιν τῶν χθεσινῶν ἀποστολῶν σίτου ὁ Πειραιεὺς ἐπεσκέφθη ὑπὸ πλοίων καὶ ἐξεφορτώθησαν 350 ἐπιβάται ἐκ τῆς Ἀμερικῆς. Τὰ φορτία θὰ διατεθοῦν εἰς τὰς ἐπαρχίας. xyxy=(330,1849,558,1918)
cultivation-body: Μετὰ μακρὰν σύσκεψιν τοῦ κ. Ὑπουργοῦ τῆς Ἐθνικῆς Οἰκονομίας καὶ τῶν τμηματαρχῶν τοῦ Ὑπουργείου, ἀπεφασίσθη ὅπως ληφθοῦν τὰ ἀναγκαῖα μέτρα πρὸς καλλιέργειαν τῶν ἀγρῶν, διὰ νὰ παραχθῇ τὸ μέγιστον δυνατὸν ποσὸν σίτου καὶ λοιπῶν δημητριακῶν κατὰ τὸ τρέχον ἔτος. xyxy=(30,1576,318,1659)
gov-care-body: Σχετικῶς μὲ τὴν σκέψιν ἡ ὁποία διατυπώθη τελευταίως ἐν τῇ Βουλῇ περὶ τῶν ἀναγκῶν τοῦ πληθυσμοῦ τῶν πασχόντων ἐκ τοῦ ἀποκλεισμοῦ ἐπαρχιῶν, ἡ Κυβέρνησις ἀπεφάσισε νὰ συστήσῃ ἐπιτροπάς αἱ ὁποῖαι θὰ ἐπιληφθοῦν τῆς διανομῆς τροφίμων. Ὁ δὲ ὑπουργὸς τῆς Ἐθνικῆς Οἰκονομίας ἐζήτησε πληροφορίας περὶ τῶν ἀναγκῶν ἑκάστης περιφερείας. Ἡ Κυβέρνησις ὑπολογίζει ὅτι θὰ δυνηθῇ ἐντὸς ὀλίγων ἡμερῶν νὰ ἐξασφαλίσῃ τὰ ἀναγκαιοῦντα. xyxy=(30,1240,318,1379)
bulgarian-report-title: ΒΟΥΛΓΑΡΙΚΟΝ ΑΝΑΚΟΙΝΩΘΕΝ xyxy=(840,2022,1026,2035)
column-washington xyxy=(330,290,558,980)
wheat-cargo-title: ΕΡΧΕΤΑΙ ΣΙΤΟΦΟΡΤΙΟΝ xyxy=(367,2008,521,2022)
german-proposals-title: ΓΕΡΜΑΝΙΚΑΙ ΠΡΟΤΑΣΕΙΣ ΠΡΟΣ ΤΗΝ ΑΜΕΡΙΚΗΝ xyxy=(345,777,543,799)
hq-conference-title: ΣΥΣΚΕΨΙΣ ΕΙΣ ΤΟ ΓΕΡΜΑΝΙΚΟΝ ΑΡΧΗΓΕΙΟΝ xyxy=(597,1271,771,1293)
